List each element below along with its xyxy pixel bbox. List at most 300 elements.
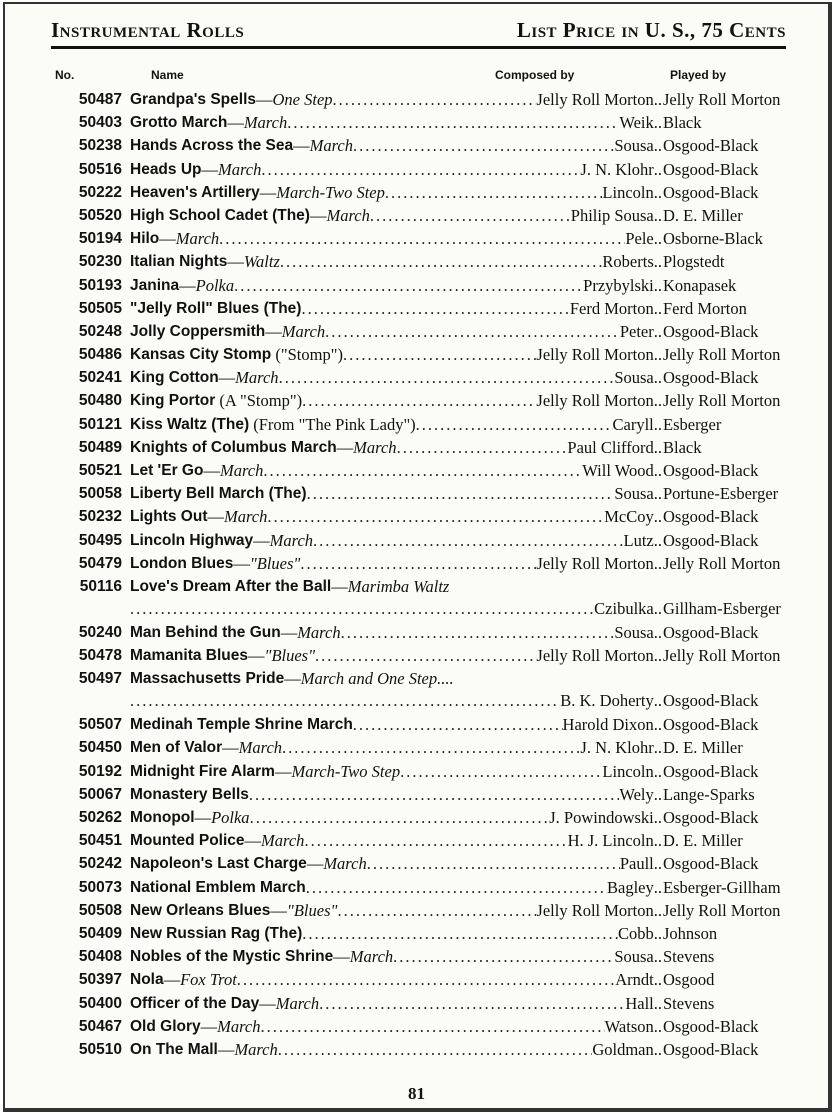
leader-dots: [287, 111, 619, 134]
table-row: 50495 Lincoln Highway — March ..... Lutz .. Osgood-Black: [5, 529, 828, 552]
roll-number: 50121: [78, 415, 122, 433]
roll-title: Mamanita Blues: [130, 647, 249, 665]
leader-dots: [397, 436, 568, 459]
roll-title: National Emblem March: [130, 878, 306, 896]
roll-player: Osgood-Black: [663, 715, 759, 735]
separator: ..: [653, 298, 662, 318]
roll-player: Plogstedt: [663, 252, 725, 272]
roll-player: Stevens: [663, 947, 715, 967]
leader-dots: [263, 459, 582, 482]
roll-player: Osgood-Black: [663, 368, 759, 388]
roll-player: Esberger-Gillham: [663, 877, 781, 897]
roll-player: Johnson: [663, 923, 718, 943]
leader-dots: [306, 876, 607, 899]
roll-title: High School Cadet (The): [130, 206, 310, 224]
roll-composer: Lincoln: [602, 761, 654, 781]
leader-dots: [249, 783, 619, 806]
roll-player: Osgood-Black: [663, 507, 759, 527]
table-row: 50241 King Cotton — March ..... Sousa .. Osgood-Black: [5, 366, 828, 389]
separator: ..: [653, 484, 662, 504]
roll-subtitle: (From "The Pink Lady"): [253, 414, 416, 434]
leader-dots: [302, 389, 536, 412]
roll-number: 50467: [78, 1017, 122, 1035]
roll-genre: March-Two Step: [276, 182, 385, 202]
separator: ..: [653, 947, 662, 967]
roll-title: King Portor: [130, 392, 216, 410]
roll-title: Napoleon's Last Charge: [130, 855, 307, 873]
separator: ..: [653, 808, 662, 828]
roll-composer: Jelly Roll Morton: [536, 900, 654, 920]
table-row: 50192 Midnight Fire Alarm — March-Two Step ..... Lincoln .. Osgood-Black: [5, 760, 828, 783]
roll-player: Konapasek: [663, 275, 737, 295]
roll-composer: Jelly Roll Morton: [536, 646, 654, 666]
leader-dots: [130, 598, 594, 621]
roll-title: Mounted Police: [130, 832, 245, 850]
separator: ..: [653, 784, 662, 804]
roll-number: 50240: [78, 623, 122, 641]
roll-player: Osgood-Black: [663, 461, 759, 480]
roll-composer: J. Powindowski: [549, 808, 654, 828]
leader-dots: [237, 968, 615, 991]
separator: ..: [653, 646, 662, 666]
table-row-continuation: [5, 690, 828, 713]
roll-subtitle: ("Stomp"): [275, 345, 343, 365]
roll-number: 50508: [78, 901, 122, 919]
table-row: [5, 297, 828, 320]
roll-player: Gillham-Esberger: [663, 599, 781, 619]
leader-dots: [325, 320, 620, 343]
roll-number: 50510: [78, 1040, 122, 1058]
roll-title: Italian Nights: [130, 253, 228, 271]
table-row: 50516 Heads Up — March ..... J. N. Klohr .. Osgood-Black: [5, 158, 828, 181]
roll-title: Hilo: [130, 230, 160, 248]
roll-title: Heaven's Artillery: [130, 183, 260, 201]
roll-composer: Harold Dixon: [562, 715, 654, 735]
roll-player: D. E. Miller: [663, 205, 743, 225]
roll-composer: Przybylski: [583, 275, 654, 295]
separator: ..: [653, 970, 662, 990]
roll-title: Massachusetts Pride: [130, 670, 285, 688]
roll-composer: Goldman: [592, 1039, 654, 1059]
leader-dots: [367, 852, 620, 875]
table-row: 50116 Love's Dream After the Ball — Marimba Waltz: [5, 575, 828, 598]
roll-number: 50507: [78, 716, 122, 734]
roll-genre: March: [217, 1016, 261, 1036]
roll-composer: Czibulka: [594, 599, 654, 619]
roll-player: Osgood-Black: [663, 1016, 759, 1036]
leader-dots: [267, 505, 604, 528]
roll-title: Grotto March: [130, 114, 228, 132]
table-row: 50478 Mamanita Blues — "Blues" ..... Jelly Roll Morton .. Jelly Roll Morton: [5, 644, 828, 667]
roll-number: 50194: [78, 230, 122, 248]
roll-title: New Russian Rag (The): [130, 924, 303, 942]
roll-number: 50193: [78, 276, 122, 294]
roll-player: Osgood: [663, 970, 715, 990]
separator: ..: [653, 205, 662, 225]
table-row: 50508 New Orleans Blues — "Blues" ..... Jelly Roll Morton .. Jelly Roll Morton: [5, 899, 828, 922]
roll-player: Osgood-Black: [663, 530, 759, 550]
roll-number: 50403: [78, 114, 122, 132]
roll-composer: Paul Clifford: [567, 437, 654, 457]
roll-number-spacer: [59, 598, 130, 621]
roll-genre: One Step: [272, 90, 333, 109]
roll-composer: Sousa: [614, 368, 654, 388]
roll-composer: Ferd Morton: [569, 298, 654, 318]
roll-number: 50230: [78, 253, 122, 271]
roll-composer: Wely: [619, 784, 654, 804]
roll-composer: Lincoln: [602, 182, 654, 202]
separator: ..: [653, 461, 662, 480]
separator: ..: [653, 345, 662, 365]
roll-number: 50521: [78, 462, 122, 479]
roll-composer: J. N. Klohr: [580, 738, 654, 758]
leader-dots: [261, 158, 580, 181]
roll-title: King Cotton: [130, 369, 219, 387]
roll-number: 50058: [78, 485, 122, 503]
roll-genre: Marimba Waltz: [347, 576, 450, 596]
table-row: 50521 Let 'Er Go — March ..... Will Wood .. Osgood-Black: [5, 459, 828, 482]
roll-player: Osgood-Black: [663, 691, 759, 711]
leader-dots: [353, 713, 563, 736]
catalog-page: [3, 2, 832, 1112]
leader-dots: [234, 274, 583, 297]
leader-dots: [279, 366, 615, 389]
separator: ..: [653, 715, 662, 735]
table-row: [5, 389, 828, 412]
table-row-continuation: [5, 598, 828, 621]
roll-title: Heads Up: [130, 160, 202, 178]
separator: ..: [653, 414, 662, 434]
roll-title: Kiss Waltz (The): [130, 415, 250, 433]
roll-number: 50516: [78, 160, 122, 178]
separator: ..: [653, 321, 662, 341]
roll-genre: March: [323, 854, 367, 874]
roll-composer: Sousa: [614, 136, 654, 156]
roll-number-spacer: [59, 690, 130, 713]
table-row: 50238 Hands Across the Sea — March ..... Sousa .. Osgood-Black: [5, 134, 828, 157]
roll-composer: Caryll: [612, 414, 654, 434]
roll-number: 50222: [78, 183, 122, 201]
roll-composer: Roberts: [602, 252, 654, 272]
roll-number: 50116: [79, 577, 122, 595]
separator: ..: [653, 599, 662, 619]
roll-composer: Sousa: [614, 484, 654, 504]
table-row: [5, 413, 828, 436]
roll-player: Osgood-Black: [663, 136, 759, 156]
table-row: 50479 London Blues — "Blues" ..... Jelly Roll Morton .. Jelly Roll Morton: [5, 552, 828, 575]
column-header-no: No.: [55, 68, 75, 82]
roll-title: Liberty Bell March (The): [130, 485, 307, 503]
leader-dots: [313, 529, 623, 552]
leader-dots: [250, 806, 550, 829]
roll-player: Esberger: [663, 414, 722, 434]
roll-title: Medinah Temple Shrine March: [130, 716, 353, 734]
roll-number: 50486: [78, 346, 122, 364]
roll-number: 50505: [78, 299, 122, 317]
roll-player: Osgood-Black: [663, 761, 759, 781]
roll-number: 50248: [78, 322, 122, 340]
roll-number: 50479: [78, 554, 122, 572]
table-row: 50450 Men of Valor — March ..... J. N. Klohr .. D. E. Miller: [5, 736, 828, 759]
roll-player: D. E. Miller: [663, 831, 743, 851]
roll-title: Kansas City Stomp: [130, 346, 272, 364]
separator: ..: [653, 923, 662, 943]
separator: ..: [653, 877, 662, 897]
column-header-player: Played by: [670, 68, 727, 82]
table-row: 50248 Jolly Coppersmith — March ..... Peter .. Osgood-Black: [5, 320, 828, 343]
separator: ..: [653, 622, 662, 642]
leader-dots: [337, 899, 536, 922]
roll-player: Osgood-Black: [663, 1039, 759, 1059]
roll-number: 50397: [78, 971, 122, 989]
separator: ..: [653, 136, 662, 156]
table-row: 50451 Mounted Police — March ..... H. J. Lincoln .. D. E. Miller: [5, 829, 828, 852]
roll-number: 50489: [78, 438, 122, 456]
table-row: 50193 Janina — Polka ..... Przybylski .. Konapasek: [5, 274, 828, 297]
separator: ..: [653, 275, 662, 295]
roll-player: Jelly Roll Morton: [663, 90, 781, 109]
page-number: 81: [408, 1084, 425, 1103]
leader-dots: [393, 945, 614, 968]
leader-dots: [302, 922, 618, 945]
leader-dots: [400, 760, 602, 783]
roll-title: Jolly Coppersmith: [130, 322, 266, 340]
roll-player: Black: [663, 113, 702, 133]
roll-player: Lange-Sparks: [663, 784, 755, 804]
roll-genre: March: [243, 113, 288, 133]
roll-title: Grandpa's Spells: [130, 91, 257, 108]
separator: ..: [653, 738, 662, 758]
table-row: [5, 783, 828, 806]
table-row: 50230 Italian Nights — Waltz ..... Roberts .. Plogstedt: [5, 250, 828, 273]
roll-number: 50262: [78, 809, 122, 827]
roll-genre: "Blues": [286, 900, 338, 920]
roll-number: 50192: [78, 762, 122, 780]
roll-player: Osgood-Black: [663, 182, 759, 202]
separator: ..: [653, 90, 662, 109]
roll-title: Hands Across the Sea: [130, 137, 294, 155]
roll-subtitle: (A "Stomp"): [219, 391, 303, 411]
separator: ..: [653, 530, 662, 550]
roll-number: 50241: [78, 369, 122, 387]
roll-genre: "Blues": [249, 553, 301, 573]
roll-composer: Sousa: [614, 947, 654, 967]
roll-number: 50409: [78, 924, 122, 942]
roll-title: Monastery Bells: [130, 785, 249, 803]
roll-genre: March: [269, 530, 314, 550]
roll-player: Jelly Roll Morton: [663, 553, 781, 573]
roll-title: Lights Out: [130, 508, 208, 526]
separator: ..: [653, 507, 662, 527]
roll-title: On The Mall: [130, 1040, 218, 1058]
table-row: 50489 Knights of Columbus March — March ..... Paul Clifford .. Black: [5, 436, 828, 459]
roll-title: London Blues: [130, 554, 234, 572]
roll-composer: Sousa: [614, 622, 654, 642]
roll-number: 50487: [78, 91, 122, 108]
roll-genre: March: [281, 321, 326, 341]
table-row: 50510 On The Mall — March ..... Goldman .. Osgood-Black: [5, 1038, 828, 1061]
roll-player: Jelly Roll Morton: [663, 646, 781, 666]
roll-list: [5, 88, 828, 1061]
roll-player: Jelly Roll Morton: [663, 900, 781, 920]
roll-player: Jelly Roll Morton: [663, 391, 781, 411]
table-row: 50242 Napoleon's Last Charge — March ..... Paull .. Osgood-Black: [5, 852, 828, 875]
roll-player: Osgood-Black: [663, 159, 759, 179]
separator: ..: [653, 993, 662, 1013]
roll-composer: Peter: [619, 321, 654, 341]
roll-genre: March: [224, 507, 268, 527]
roll-composer: Bagley: [607, 877, 654, 897]
table-row: 50232 Lights Out — March ..... McCoy .. Osgood-Black: [5, 505, 828, 528]
leader-dots: [315, 644, 536, 667]
roll-number: 50400: [78, 994, 122, 1012]
roll-number: 50451: [78, 832, 122, 850]
roll-composer: Weik: [619, 113, 654, 133]
roll-composer: Philip Sousa: [570, 205, 654, 225]
roll-player: Jelly Roll Morton: [663, 345, 781, 365]
roll-genre: March: [235, 368, 279, 388]
separator: ..: [653, 1016, 662, 1036]
roll-genre: March: [218, 159, 262, 179]
leader-dots: [304, 829, 567, 852]
roll-composer: Jelly Roll Morton: [536, 391, 654, 411]
roll-genre: March: [275, 993, 320, 1013]
separator: ..: [653, 831, 662, 851]
separator: ..: [653, 553, 662, 573]
roll-genre: March: [234, 1039, 278, 1059]
roll-player: Portune-Esberger: [663, 484, 779, 504]
roll-genre: Waltz: [243, 252, 280, 272]
roll-title: Love's Dream After the Ball: [130, 577, 332, 595]
roll-genre: March: [238, 738, 283, 758]
roll-title: Knights of Columbus March: [130, 438, 337, 456]
roll-genre: March: [175, 229, 220, 249]
leader-dots: [282, 736, 580, 759]
table-row: 50467 Old Glory — March ..... Watson .. Osgood-Black: [5, 1015, 828, 1038]
separator: ..: [653, 159, 662, 179]
column-header-name: Name: [151, 68, 184, 82]
roll-number: 50478: [78, 647, 122, 665]
table-row: 50403 Grotto March — March ..... Weik .. Black: [5, 111, 828, 134]
leader-dots: [307, 482, 615, 505]
roll-composer: Hall: [625, 993, 654, 1013]
roll-number: 50232: [78, 508, 122, 526]
table-row: [5, 922, 828, 945]
roll-genre: March: [297, 622, 341, 642]
header-price: List Price in U. S., 75 Cents: [516, 18, 786, 42]
table-row: 50262 Monopol — Polka ..... J. Powindowski .. Osgood-Black: [5, 806, 828, 829]
roll-number: 50450: [78, 739, 122, 757]
table-row: 50240 Man Behind the Gun — March ..... Sousa .. Osgood-Black: [5, 621, 828, 644]
leader-dots: [416, 413, 613, 436]
separator: ..: [653, 900, 662, 920]
table-row: 50520 High School Cadet (The) — March ..... Philip Sousa .. D. E. Miller: [5, 204, 828, 227]
roll-title: Monopol: [130, 809, 195, 827]
roll-composer: J. N. Klohr: [580, 159, 654, 179]
leader-dots: [278, 1038, 593, 1061]
separator: ..: [653, 113, 662, 133]
leader-dots: [370, 204, 571, 227]
separator: ..: [653, 854, 662, 874]
roll-composer: Paull: [619, 854, 654, 874]
roll-genre: March: [326, 205, 370, 225]
roll-composer: Jelly Roll Morton: [536, 345, 654, 365]
roll-genre: March: [349, 947, 394, 967]
roll-composer: Jelly Roll Morton: [536, 90, 654, 109]
roll-number: 50073: [78, 878, 122, 896]
roll-composer: H. J. Lincoln: [567, 831, 654, 851]
roll-player: Ferd Morton: [663, 298, 747, 318]
table-row: [5, 482, 828, 505]
roll-player: D. E. Miller: [663, 738, 743, 758]
roll-composer: Pele: [625, 229, 654, 249]
separator: ..: [653, 437, 662, 457]
roll-title: Nobles of the Mystic Shrine: [130, 948, 334, 966]
table-row: 50497 Massachusetts Pride — March and One Step....: [5, 667, 828, 690]
roll-player: Black: [663, 437, 702, 457]
roll-number: 50497: [78, 670, 122, 688]
roll-composer: McCoy: [604, 507, 654, 527]
roll-player: Osgood-Black: [663, 321, 759, 341]
separator: ..: [653, 252, 662, 272]
roll-composer: Jelly Roll Morton: [536, 553, 654, 573]
leader-dots: [385, 181, 603, 204]
table-row: [5, 343, 828, 366]
leader-dots: [353, 134, 614, 157]
roll-composer: Watson: [604, 1016, 654, 1036]
separator: ..: [653, 691, 662, 711]
table-row: 50397 Nola — Fox Trot ..... Arndt .. Osgood: [5, 968, 828, 991]
roll-title: Man Behind the Gun: [130, 623, 281, 641]
roll-title: Nola: [130, 971, 164, 989]
column-header-composer: Composed by: [495, 68, 575, 82]
leader-dots: [343, 343, 536, 366]
roll-title: Officer of the Day: [130, 994, 260, 1012]
leader-dots: [333, 88, 537, 111]
separator: ..: [653, 368, 662, 388]
roll-title: "Jelly Roll" Blues (The): [130, 299, 302, 317]
table-row: [5, 713, 828, 736]
separator: ..: [653, 229, 662, 249]
table-row: 50194 Hilo — March ..... Pele .. Osborne-Black: [5, 227, 828, 250]
table-row: 50222 Heaven's Artillery — March-Two Step ..... Lincoln .. Osgood-Black: [5, 181, 828, 204]
roll-genre: Fox Trot: [180, 970, 237, 990]
roll-composer: Cobb: [617, 923, 654, 943]
roll-number: 50067: [78, 785, 122, 803]
roll-player: Osgood-Black: [663, 808, 759, 828]
header-title: Instrumental Rolls: [51, 18, 245, 42]
table-row: 50408 Nobles of the Mystic Shrine — March ..... Sousa .. Stevens: [5, 945, 828, 968]
table-row: 50400 Officer of the Day — March ..... Hall .. Stevens: [5, 992, 828, 1015]
separator: ..: [653, 761, 662, 781]
roll-player: Stevens: [663, 993, 715, 1013]
leader-dots: [341, 621, 615, 644]
roll-genre: "Blues": [264, 646, 316, 666]
roll-genre: March: [219, 461, 264, 480]
leader-dots: [300, 552, 536, 575]
roll-title: Midnight Fire Alarm: [130, 762, 275, 780]
roll-number: 50480: [78, 392, 122, 410]
roll-composer: B. K. Doherty: [560, 691, 654, 711]
table-row: [5, 876, 828, 899]
roll-number: 50242: [78, 855, 122, 873]
roll-genre: March-Two Step: [291, 761, 401, 781]
roll-genre: March: [309, 136, 353, 156]
roll-player: Osborne-Black: [663, 229, 763, 249]
leader-dots: [130, 690, 560, 713]
separator: ..: [653, 1039, 662, 1059]
leader-dots: [301, 297, 569, 320]
